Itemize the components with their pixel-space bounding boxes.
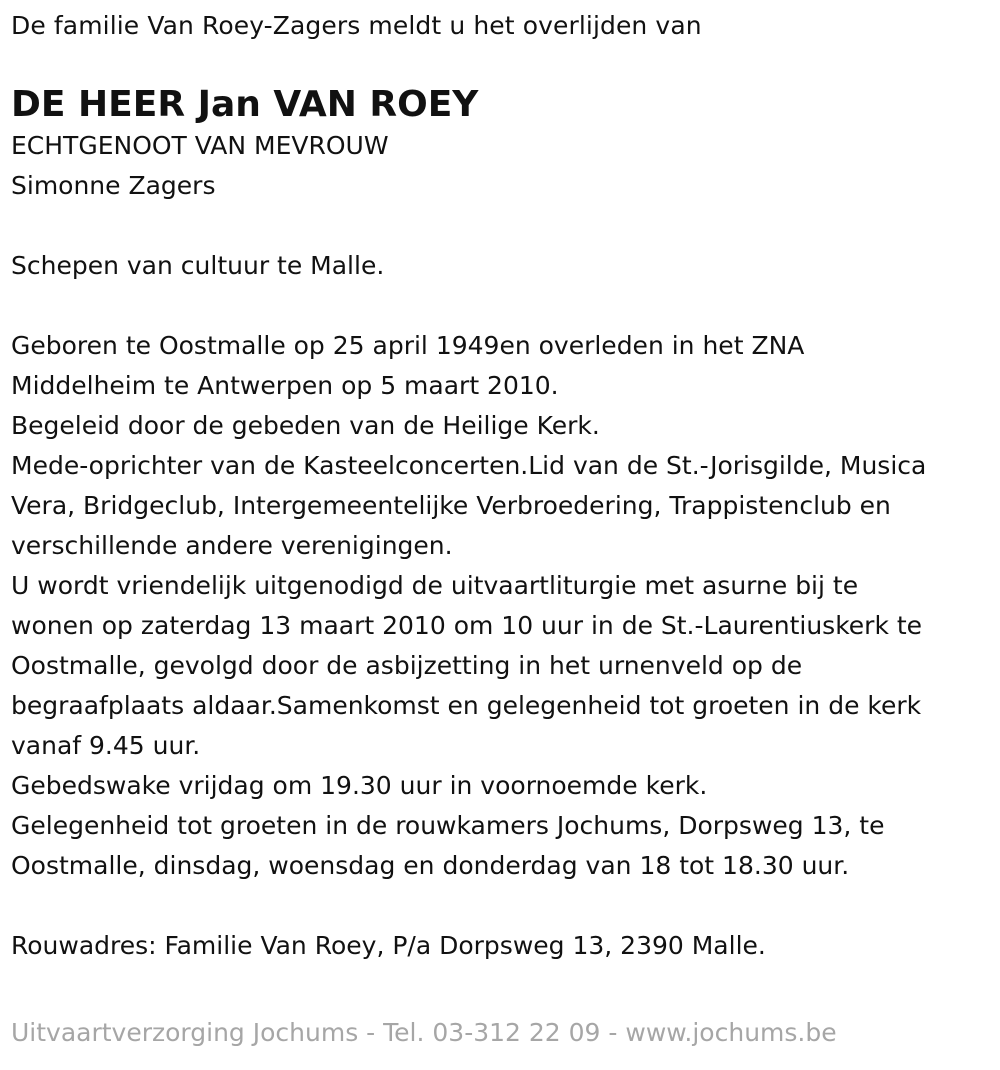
body-line: wonen op zaterdag 13 maart 2010 om 10 uur in de St.-Laurentiuskerk te (11, 611, 923, 640)
body-line: Gelegenheid tot groeten in de rouwkamers Jochums, Dorpsweg 13, te (11, 811, 885, 840)
body-line: Oostmalle, gevolgd door de asbijzetting in het urnenveld op de (11, 651, 803, 680)
body-line: U wordt vriendelijk uitgenodigd de uitvaartliturgie met asurne bij te (11, 571, 859, 600)
intro-text: De familie Van Roey-Zagers meldt u het overlijden van (11, 11, 702, 40)
role-text: Schepen van cultuur te Malle. (11, 251, 385, 280)
body-line: vanaf 9.45 uur. (11, 731, 201, 760)
body-line: Mede-oprichter van de Kasteelconcerten.Lid van de St.-Jorisgilde, Musica (11, 451, 927, 480)
body-line: Gebedswake vrijdag om 19.30 uur in voornoemde kerk. (11, 771, 708, 800)
spouse-name: Simonne Zagers (11, 171, 216, 200)
deceased-name: DE HEER Jan VAN ROEY (11, 84, 479, 125)
death-notice (11, 6, 996, 966)
spouse-label: ECHTGENOOT VAN MEVROUW (11, 131, 389, 160)
body-line: Geboren te Oostmalle op 25 april 1949en overleden in het ZNA (11, 331, 805, 360)
spacer (11, 206, 996, 246)
notice-body (11, 326, 996, 886)
mourning-address: Rouwadres: Familie Van Roey, P/a Dorpsweg 13, 2390 Malle. (11, 931, 766, 960)
funeral-home-footer: Uitvaartverzorging Jochums - Tel. 03-312 22 09 - www.jochums.be (11, 1018, 837, 1047)
body-line: Middelheim te Antwerpen op 5 maart 2010. (11, 371, 559, 400)
body-line: verschillende andere verenigingen. (11, 531, 453, 560)
body-line: Begeleid door de gebeden van de Heilige Kerk. (11, 411, 600, 440)
body-line: Oostmalle, dinsdag, woensdag en donderdag van 18 tot 18.30 uur. (11, 851, 850, 880)
spacer (11, 886, 996, 926)
body-line: begraafplaats aldaar.Samenkomst en gelegenheid tot groeten in de kerk (11, 691, 922, 720)
body-line: Vera, Bridgeclub, Intergemeentelijke Verbroedering, Trappistenclub en (11, 491, 891, 520)
spacer (11, 286, 996, 326)
